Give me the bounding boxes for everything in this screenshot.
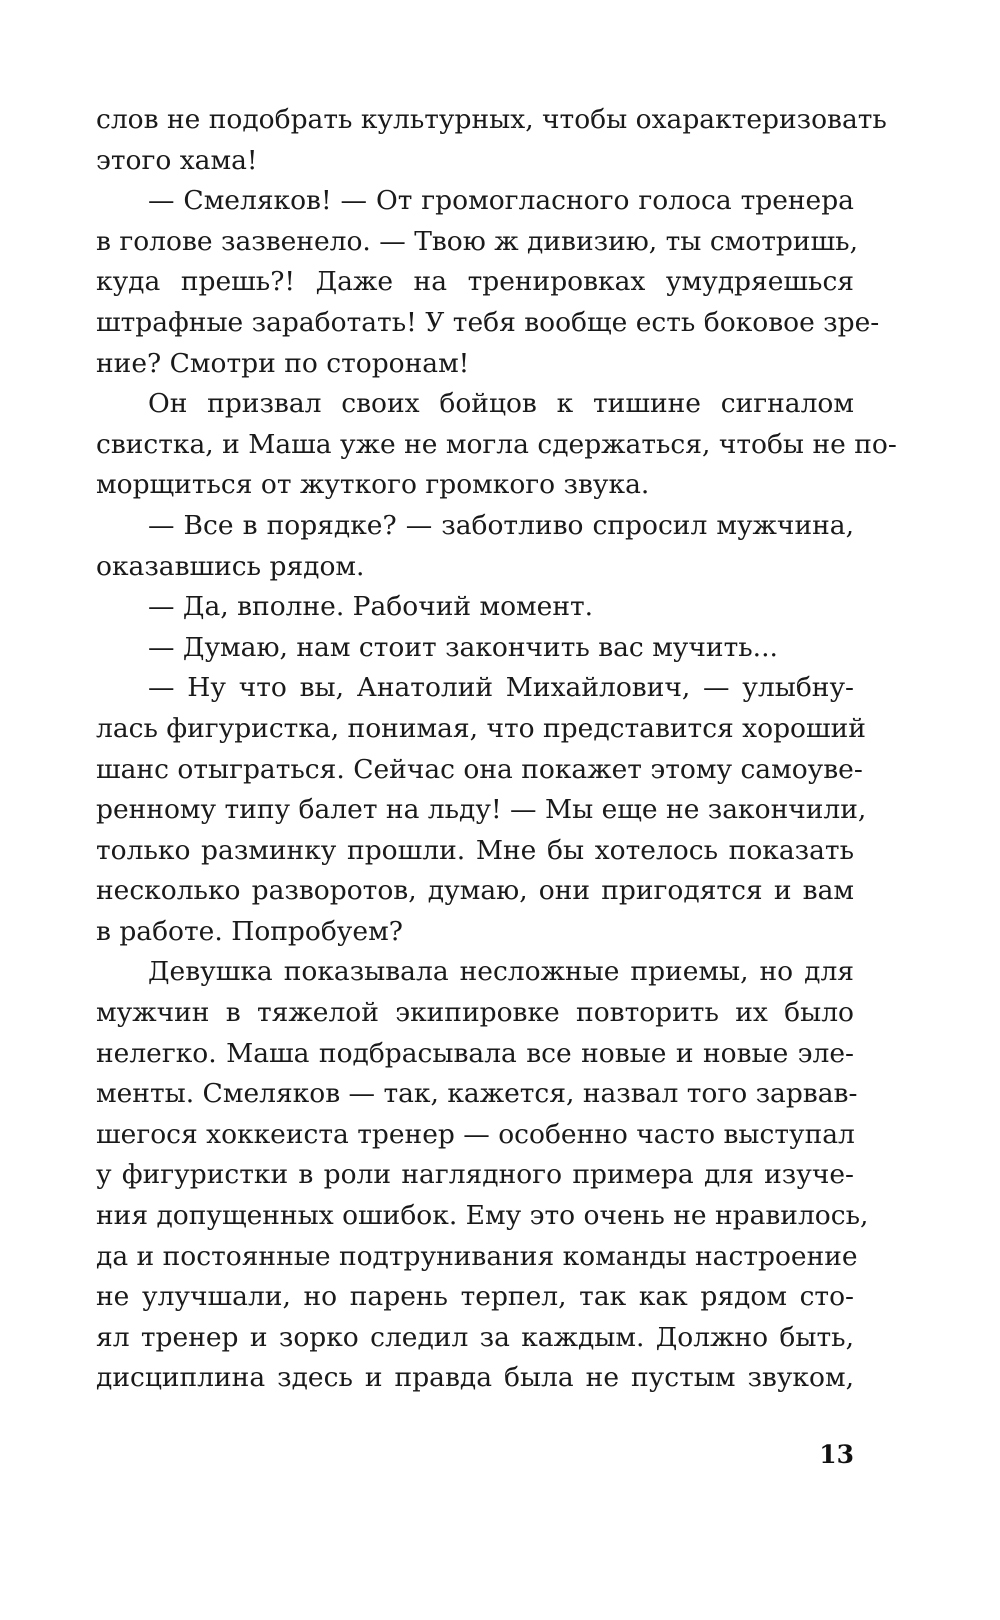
text-line: ял тренер и зорко следил за каждым. Должно быть,	[96, 1321, 854, 1353]
text-line: этого хама!	[96, 144, 258, 176]
text-line: мужчин в тяжелой экипировке повторить их было	[96, 997, 854, 1029]
text-line: Девушка показывала несложные приемы, но для	[148, 956, 854, 988]
text-line: морщиться от жуткого громкого звука.	[96, 469, 650, 501]
text-line: в работе. Попробуем?	[96, 915, 403, 947]
text-line: слов не подобрать культурных, чтобы охарактеризовать	[96, 104, 887, 135]
text-line: шанс отыграться. Сейчас она покажет этому самоуве-	[96, 753, 863, 785]
text-line: в голове зазвенело. — Твою ж дивизию, ты смотришь,	[96, 225, 859, 257]
text-line: — Ну что вы, Анатолий Михайлович, — улыбну-	[148, 672, 854, 704]
text-line: шегося хоккеиста тренер — особенно часто выступал	[96, 1118, 855, 1150]
text-line: оказавшись рядом.	[96, 550, 365, 582]
text-line: несколько разворотов, думаю, они пригодятся и вам	[96, 875, 854, 907]
text-line: да и постоянные подтрунивания команды настроение	[96, 1240, 858, 1272]
text-line: нелегко. Маша подбрасывала все новые и новые эле-	[96, 1037, 854, 1069]
text-line: ния допущенных ошибок. Ему это очень не нравилось,	[96, 1200, 869, 1232]
text-line: — Смеляков! — От громогласного голоса тренера	[148, 185, 854, 217]
text-line: ние? Смотри по сторонам!	[96, 347, 470, 379]
text-line: — Да, вполне. Рабочий момент.	[148, 591, 594, 623]
text-line: свистка, и Маша уже не могла сдержаться, чтобы не по-	[96, 428, 897, 460]
text-line: у фигуристки в роли наглядного примера для изуче-	[96, 1159, 854, 1191]
text-line: лась фигуристка, понимая, что представится хороший	[96, 712, 866, 744]
text-line: ренному типу балет на льду! — Мы еще не закончили,	[96, 794, 867, 826]
text-line: Он призвал своих бойцов к тишине сигналом	[148, 388, 854, 420]
text-line: не улучшали, но парень терпел, так как рядом сто-	[96, 1281, 854, 1313]
text-line: штрафные заработать! У тебя вообще есть боковое зре-	[96, 306, 880, 338]
text-line: — Все в порядке? — заботливо спросил мужчина,	[148, 509, 854, 541]
text-line: только разминку прошли. Мне бы хотелось показать	[96, 834, 854, 866]
page-number: 13	[819, 1440, 854, 1469]
text-line: — Думаю, нам стоит закончить вас мучить...	[148, 631, 778, 663]
text-line: куда прешь?! Даже на тренировках умудряешься	[96, 266, 854, 298]
text-line: менты. Смеляков — так, кажется, назвал того зарвав-	[96, 1078, 858, 1110]
body-text	[96, 100, 897, 1399]
text-line: дисциплина здесь и правда была не пустым звуком,	[96, 1362, 854, 1394]
